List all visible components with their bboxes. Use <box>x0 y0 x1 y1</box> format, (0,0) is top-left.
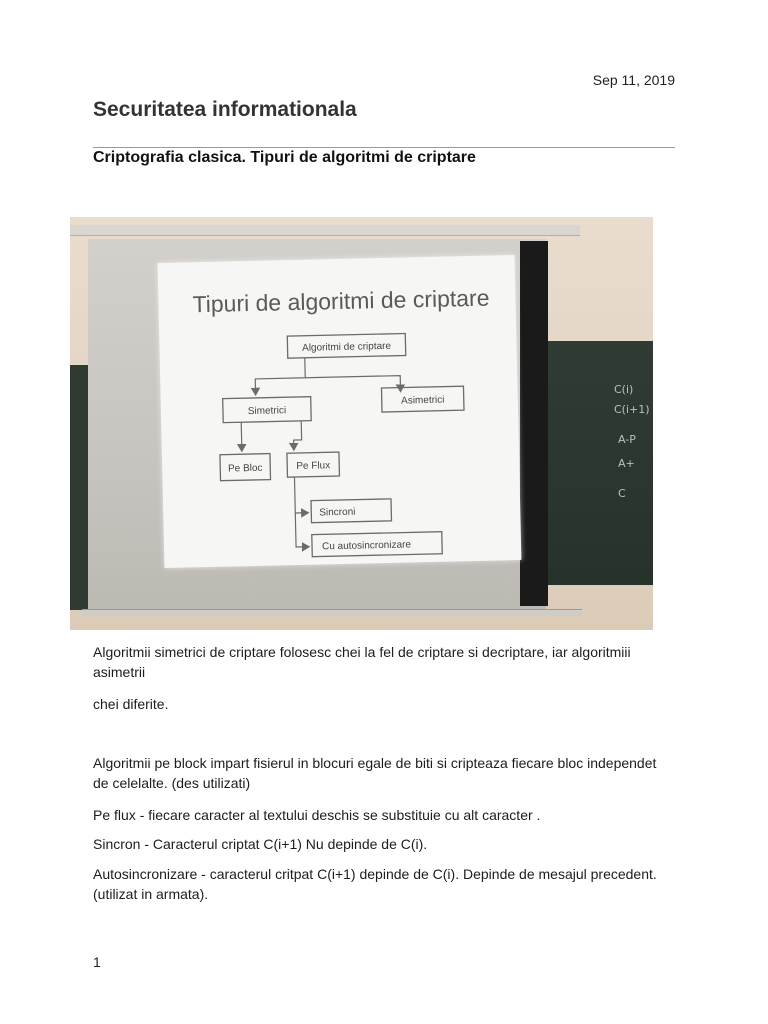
edge-symmetric-stream <box>293 421 302 450</box>
paragraph-symmetric-asymmetric-cont: chei diferite. <box>93 696 169 712</box>
chalk-note: A+ <box>618 457 635 470</box>
edge-stream-selfsync <box>295 513 309 547</box>
document-date: Sep 11, 2019 <box>592 72 675 88</box>
title-divider <box>93 147 675 148</box>
edge-root-asymmetric <box>305 376 400 394</box>
edge-stream-synchronous <box>294 477 308 513</box>
node-symmetric: Simetrici <box>247 405 287 418</box>
slide-title: Tipuri de algoritmi de criptare <box>192 284 490 318</box>
edge-symmetric-block <box>241 422 242 451</box>
projector-screen-edge <box>520 241 548 606</box>
node-stream: Pe Flux <box>296 460 331 472</box>
paragraph-synchronous: Sincron - Caracterul criptat C(i+1) Nu depinde de C(i). <box>93 836 428 852</box>
node-block: Pe Bloc <box>227 462 263 475</box>
chalk-note: A-P <box>618 433 636 446</box>
chalk-note: C(i+1) <box>614 403 650 416</box>
document-title: Securitatea informationala <box>93 98 357 121</box>
node-root: Algoritmi de criptare <box>301 340 392 354</box>
paragraph-self-synchronizing: Autosincronizare - caracterul critpat C(i+1) depinde de C(i). Depinde de mesajul precedent. (utilizat in armata). <box>93 866 657 902</box>
node-synchronous: Sincroni <box>319 506 356 519</box>
section-subtitle: Criptografia clasica. Tipuri de algoritmi de criptare <box>93 149 476 166</box>
lecture-slide-photo <box>70 217 653 630</box>
edge-root-symmetric <box>255 358 306 395</box>
projected-slide <box>158 255 522 568</box>
projector-screen-roller <box>70 225 580 236</box>
slide-diagram <box>158 255 522 568</box>
paragraph-symmetric-asymmetric: Algoritmii simetrici de criptare folosesc chei la fel de criptare si decriptare, iar algoritmiii asimetrii <box>93 644 631 680</box>
projector-screen-bar <box>82 609 582 616</box>
paragraph-block-ciphers: Algoritmii pe block impart fisierul in blocuri egale de biti si cripteaza fiecare bloc independet de celelalte. (des utilizati) <box>93 755 657 791</box>
chalk-note: C(i) <box>614 383 634 396</box>
paragraph-stream-ciphers: Pe flux - fiecare caracter al textului deschis se substituie cu alt caracter . <box>93 807 541 823</box>
chalk-note: C <box>618 487 626 500</box>
node-asymmetric: Asimetrici <box>400 394 445 407</box>
chalkboard-right <box>548 341 653 585</box>
page-number: 1 <box>93 954 101 970</box>
node-selfsync: Cu autosincronizare <box>321 539 412 553</box>
